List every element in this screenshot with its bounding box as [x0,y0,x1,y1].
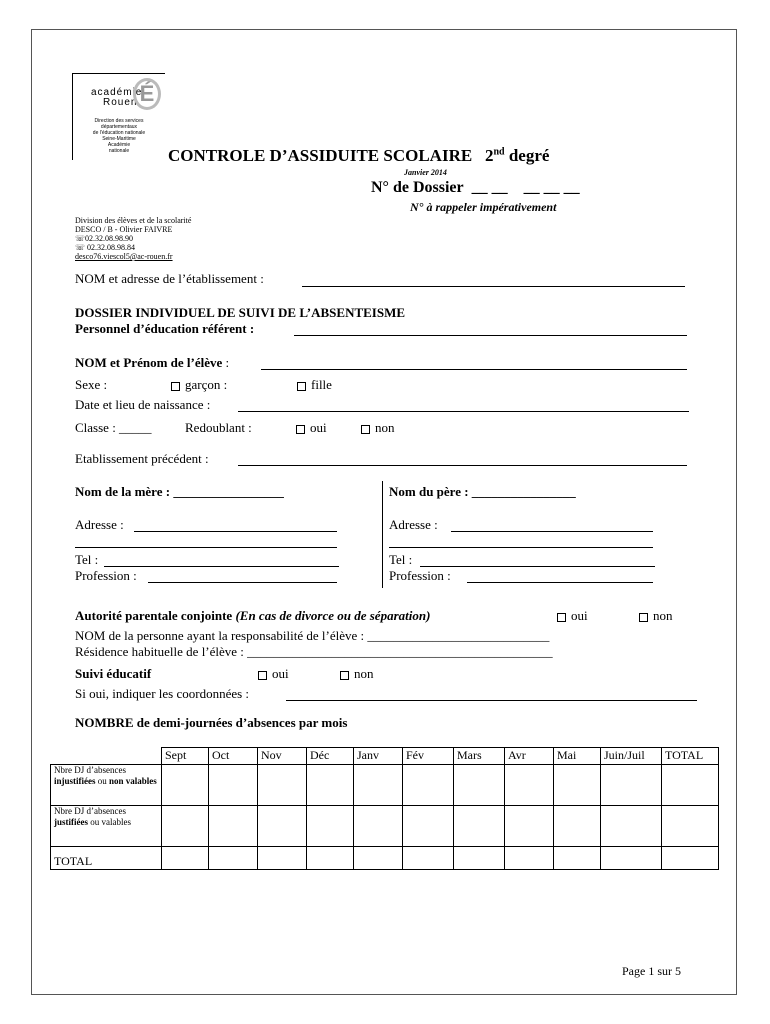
nom-eleve-field[interactable] [261,369,687,370]
table-cell[interactable] [307,806,354,847]
pere-adresse-field[interactable] [451,531,653,532]
table-corner [51,748,162,765]
table-cell[interactable] [403,847,454,870]
row-label-justifiees: Nbre DJ d’absences justifiées ou valables [51,806,162,847]
table-cell[interactable] [403,806,454,847]
table-cell[interactable] [554,765,601,806]
redoublant-oui-checkbox[interactable] [296,425,305,434]
month-header: Mars [454,748,505,765]
classe-label[interactable]: Classe : _____ [75,420,152,435]
absences-table [50,747,719,870]
mere-adresse-line2[interactable] [75,547,337,548]
suivi-oui-option[interactable]: oui [258,666,289,682]
pere-profession-field[interactable] [467,582,653,583]
table-cell[interactable] [354,765,403,806]
naissance-field[interactable] [238,411,689,412]
table-cell[interactable] [209,847,258,870]
redoublant-label: Redoublant : [185,420,252,435]
autorite-oui-option[interactable]: oui [557,608,588,624]
month-header: Nov [258,748,307,765]
table-cell[interactable] [554,847,601,870]
document-title: CONTROLE D’ASSIDUITE SCOLAIRE 2nd degré [168,146,550,165]
mere-profession-field[interactable] [148,582,337,583]
sexe-label: Sexe : [75,377,108,392]
redoublant-non-option[interactable]: non [361,420,395,436]
table-cell[interactable] [454,765,505,806]
table-cell[interactable] [662,806,719,847]
redoublant-oui-option[interactable]: oui [296,420,327,436]
table-cell[interactable] [307,765,354,806]
document-date: Janvier 2014 [404,168,447,177]
table-cell[interactable] [601,847,662,870]
nom-mere-label[interactable]: Nom de la mère : _________________ [75,484,284,499]
mere-tel-field[interactable] [104,566,339,567]
contact-block: Division des élèves et de la scolarité DESCO / B - Olivier FAIVRE ☏02.32.08.98.90 ☏ 02.32.08.98.84 desco76.viescol5@ac-rouen.fr [75,216,192,261]
table-header-row [51,748,719,765]
table-cell[interactable] [258,847,307,870]
table-cell[interactable] [601,806,662,847]
table-row [51,806,719,847]
autorite-non-checkbox[interactable] [639,613,648,622]
table-cell[interactable] [209,806,258,847]
rappel-note: N° à rappeler impérativement [410,200,557,214]
table-cell[interactable] [505,806,554,847]
month-header: Avr [505,748,554,765]
mere-tel-label: Tel : [75,552,99,567]
month-header: TOTAL [662,748,719,765]
fille-checkbox[interactable] [297,382,306,391]
section-title: DOSSIER INDIVIDUEL DE SUIVI DE L’ABSENTEISME [75,305,406,320]
nom-eleve-label: NOM et Prénom de l’élève : [75,355,230,370]
month-header: Oct [209,748,258,765]
personnel-label: Personnel d’éducation référent : [75,321,255,336]
responsable-label[interactable]: NOM de la personne ayant la responsabilité de l’élève : ____________________________ [75,628,550,643]
table-cell[interactable] [258,806,307,847]
table-cell[interactable] [162,847,209,870]
table-cell[interactable] [209,765,258,806]
table-cell[interactable] [354,806,403,847]
dossier-number: N° de Dossier __ __ __ __ __ [371,179,580,196]
table-cell[interactable] [662,847,719,870]
month-header: Sept [162,748,209,765]
pere-adresse-label: Adresse : [389,517,438,532]
logo-subtext: Direction des services départementaux de l'éducation nationale Seine-Maritime Académie nationale [92,118,146,154]
table-cell[interactable] [403,765,454,806]
table-cell[interactable] [454,806,505,847]
pere-profession-label: Profession : [389,568,451,583]
autorite-oui-checkbox[interactable] [557,613,566,622]
table-cell[interactable] [554,806,601,847]
table-cell[interactable] [505,765,554,806]
pere-tel-label: Tel : [389,552,413,567]
nombre-title: NOMBRE de demi-journées d’absences par mois [75,715,348,730]
logo-line1: académie [91,87,143,98]
page-number: Page 1 sur 5 [622,964,681,978]
table-cell[interactable] [601,765,662,806]
month-header: Juin/Juil [601,748,662,765]
mere-adresse-label: Adresse : [75,517,124,532]
suivi-non-option[interactable]: non [340,666,374,682]
garcon-option[interactable]: garçon : [171,377,227,393]
precedent-field[interactable] [238,465,687,466]
month-header: Janv [354,748,403,765]
naissance-label: Date et lieu de naissance : [75,397,211,412]
nom-pere-label[interactable]: Nom du père : ________________ [389,484,576,499]
etablissement-label: NOM et adresse de l’établissement : [75,271,264,286]
table-cell[interactable] [354,847,403,870]
logo-mark: É [133,78,161,110]
logo-line2: Rouen [103,97,138,108]
parents-divider [382,481,383,588]
contact-email[interactable]: desco76.viescol5@ac-rouen.fr [75,252,173,261]
table-cell[interactable] [662,765,719,806]
suivi-non-checkbox[interactable] [340,671,349,680]
month-header: Déc [307,748,354,765]
table-cell[interactable] [162,806,209,847]
row-label-total: TOTAL [51,847,162,870]
table-cell[interactable] [258,765,307,806]
academie-logo [72,73,165,160]
garcon-checkbox[interactable] [171,382,180,391]
month-header: Fév [403,748,454,765]
coordonnees-label: Si oui, indiquer les coordonnées : [75,686,250,701]
table-cell[interactable] [162,765,209,806]
mere-adresse-field[interactable] [134,531,337,532]
suivi-label: Suivi éducatif [75,666,152,681]
table-row [51,847,719,870]
table-cell[interactable] [307,847,354,870]
table-cell[interactable] [505,847,554,870]
precedent-label: Etablissement précédent : [75,451,209,466]
table-cell[interactable] [454,847,505,870]
pere-tel-field[interactable] [420,566,655,567]
table-row [51,765,719,806]
pere-adresse-line2[interactable] [389,547,653,548]
coordonnees-field[interactable] [286,700,697,701]
mere-profession-label: Profession : [75,568,137,583]
redoublant-non-checkbox[interactable] [361,425,370,434]
fille-option[interactable]: fille [297,377,332,393]
autorite-label: Autorité parentale conjointe (En cas de divorce ou de séparation) [75,608,431,623]
autorite-non-option[interactable]: non [639,608,673,624]
etablissement-field[interactable] [302,286,685,287]
row-label-injustifiees: Nbre DJ d’absences injustifiées ou non valables [51,765,162,806]
personnel-field[interactable] [294,335,687,336]
residence-label[interactable]: Résidence habituelle de l’élève : _______________________________________________ [75,644,553,659]
suivi-oui-checkbox[interactable] [258,671,267,680]
month-header: Mai [554,748,601,765]
